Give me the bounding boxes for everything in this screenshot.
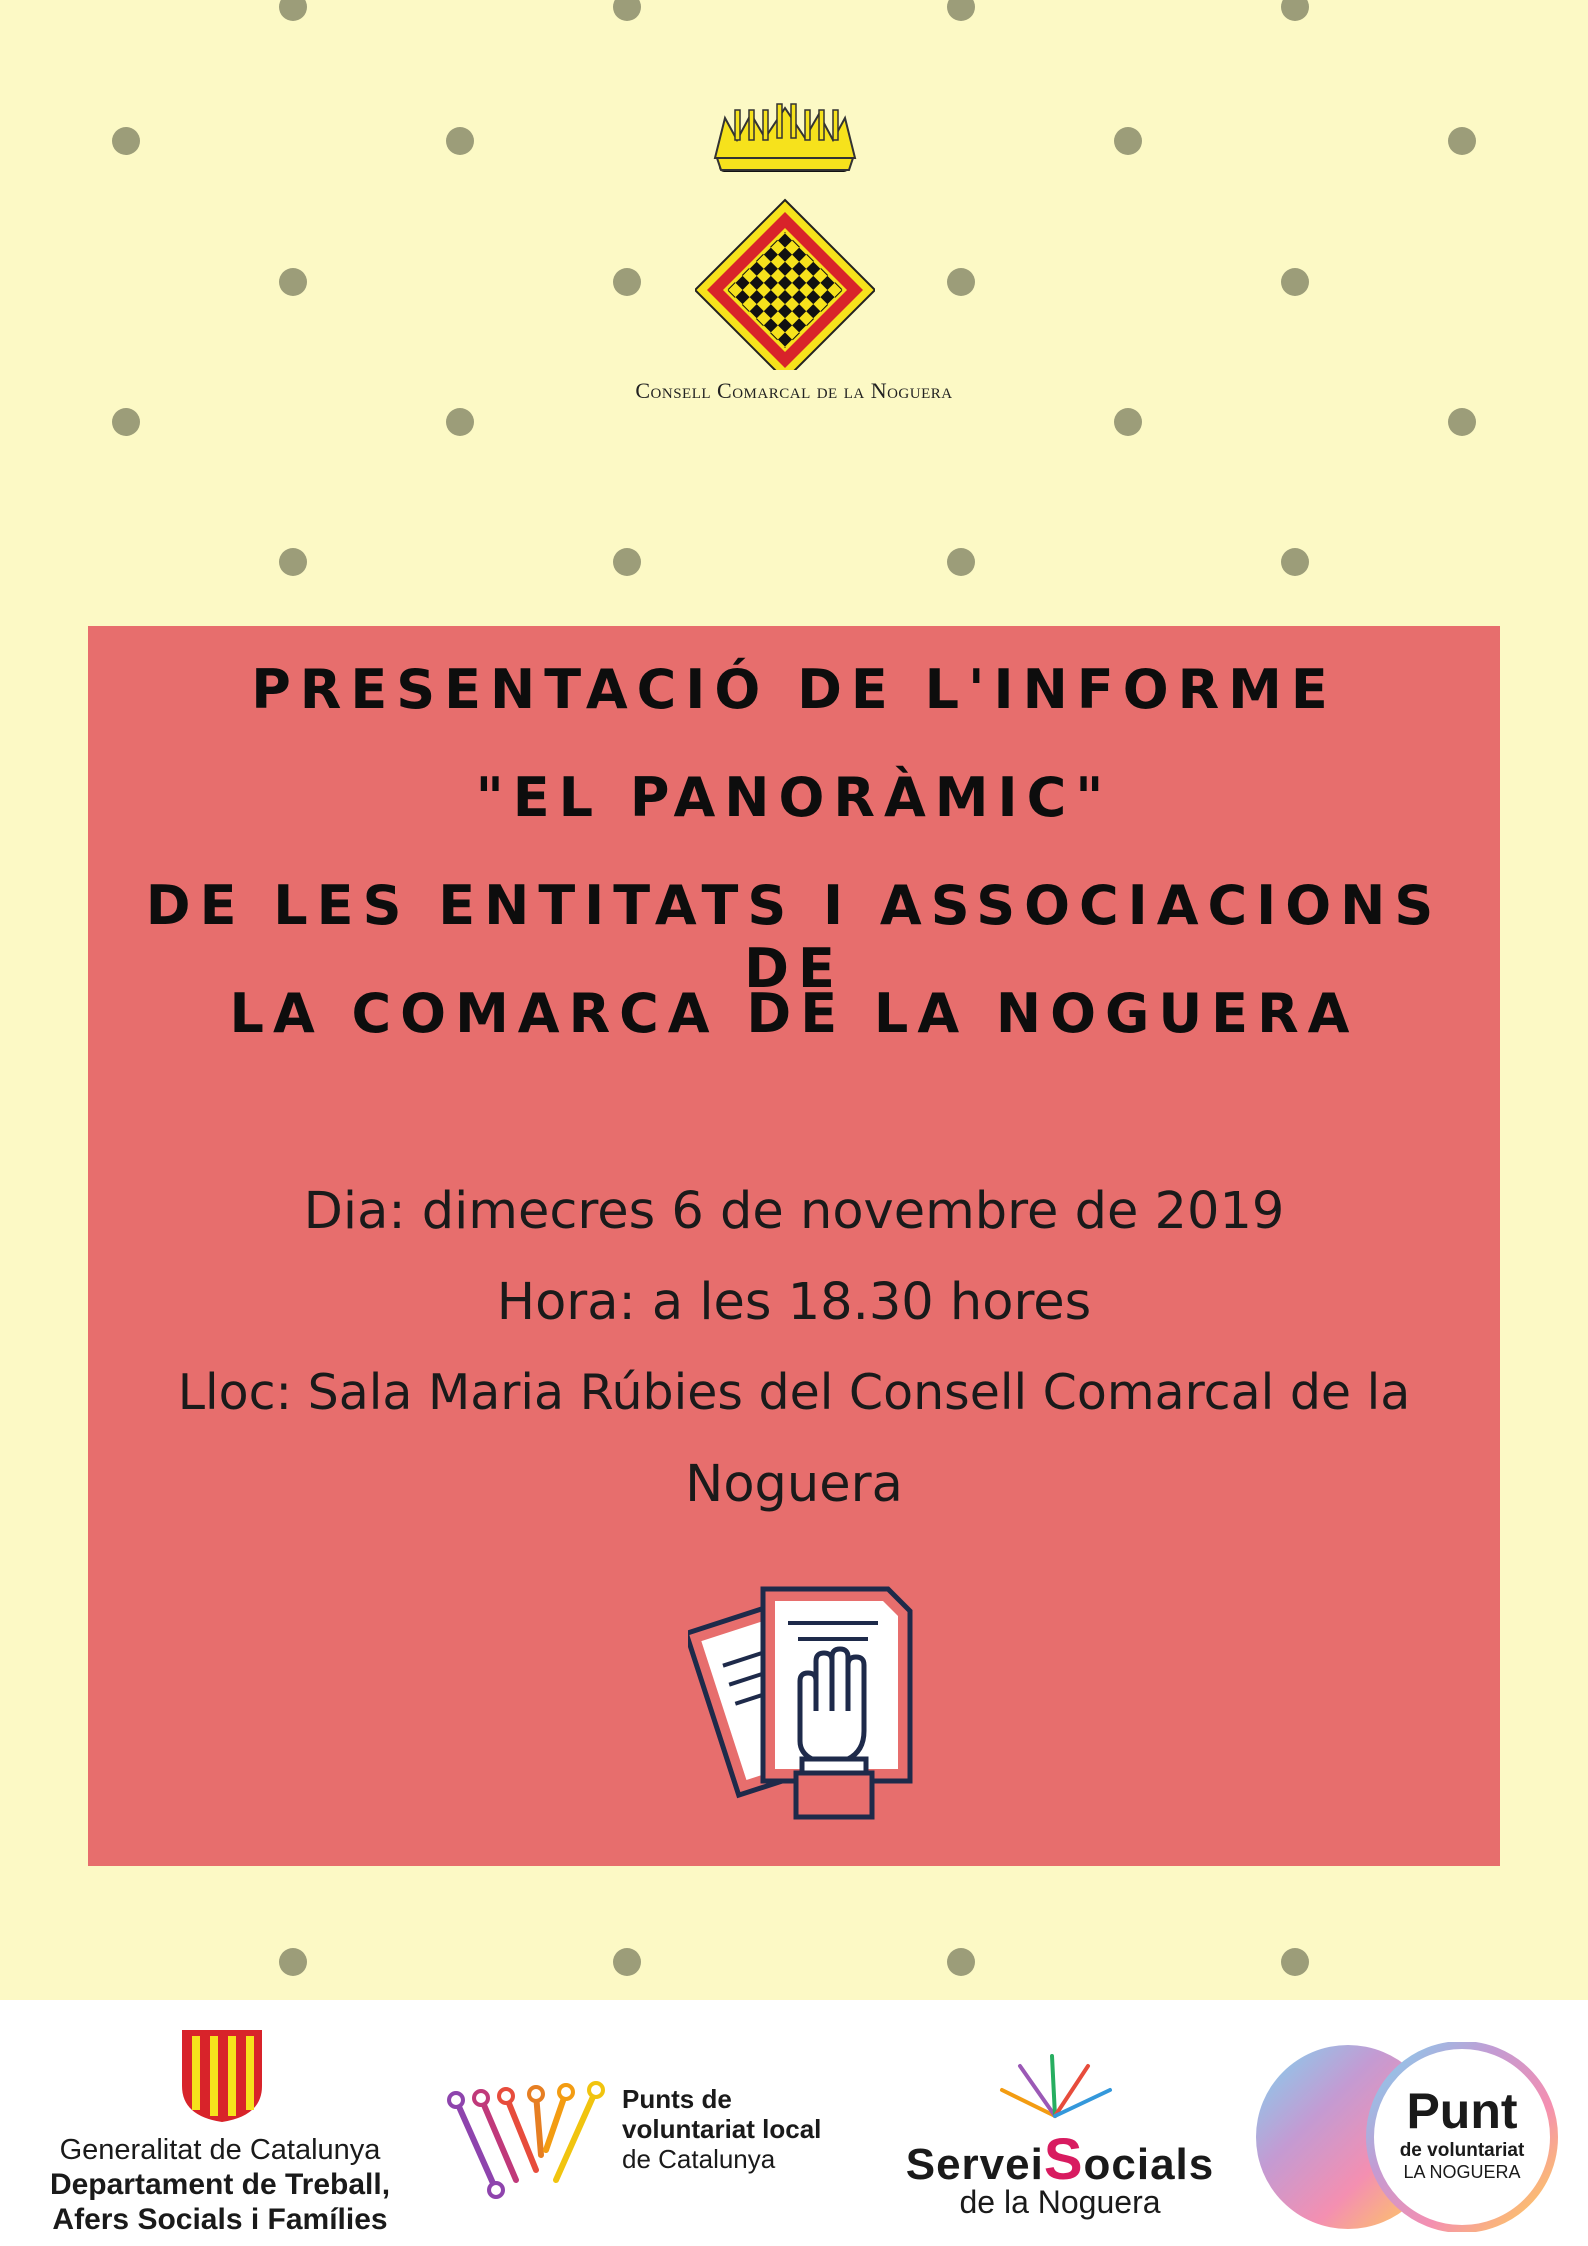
title-line-3: DE LES ENTITATS I ASSOCIACIONS DE — [145, 874, 1443, 1000]
punt-line-3: LA NOGUERA — [1403, 2162, 1521, 2182]
decorative-dot — [1281, 548, 1309, 576]
serveis-line-2: de la Noguera — [959, 2184, 1161, 2220]
decorative-dot — [947, 0, 975, 21]
decorative-dot — [613, 548, 641, 576]
decorative-dot — [947, 548, 975, 576]
decorative-dot — [1448, 127, 1476, 155]
decorative-dot — [1281, 1948, 1309, 1976]
punt-line-2: de voluntariat — [1399, 2140, 1525, 2161]
punts-line-2: voluntariat local — [622, 2114, 822, 2144]
serveis-part-3: ocials — [1083, 2140, 1215, 2189]
decorative-dot — [279, 1948, 307, 1976]
decorative-dot — [1281, 268, 1309, 296]
punts-voluntariat-logo-icon — [446, 2080, 606, 2210]
decorative-dot — [1281, 0, 1309, 21]
decorative-dot — [947, 268, 975, 296]
coat-of-arms-icon — [695, 100, 875, 370]
event-place-line-1: Lloc: Sala Maria Rúbies del Consell Comarcal de la — [177, 1364, 1411, 1421]
punt-line-1: Punt — [1406, 2083, 1518, 2139]
event-day: Dia: dimecres 6 de novembre de 2019 — [303, 1182, 1285, 1241]
generalitat-line-2: Departament de Treball, — [49, 2168, 391, 2201]
serveis-socials-title — [880, 2126, 1240, 2193]
decorative-dot — [279, 0, 307, 21]
decorative-dot — [613, 1948, 641, 1976]
event-place-line-2: Noguera — [685, 1455, 903, 1514]
sponsors-footer — [0, 2000, 1588, 2246]
council-name: Consell Comarcal de la Noguera — [635, 378, 953, 403]
decorative-dot — [613, 0, 641, 21]
decorative-dot — [613, 268, 641, 296]
decorative-dot — [446, 127, 474, 155]
title-line-2: "EL PANORÀMIC" — [475, 766, 1113, 829]
punts-line-3: de Catalunya — [622, 2144, 776, 2174]
decorative-dot — [279, 268, 307, 296]
generalitat-line-1: Generalitat de Catalunya — [59, 2134, 381, 2166]
decorative-dot — [947, 1948, 975, 1976]
decorative-dot — [1114, 408, 1142, 436]
serveis-socials-arrows-icon — [980, 2052, 1130, 2122]
event-panel — [88, 626, 1500, 1866]
serveis-part-1: Servei — [905, 2140, 1044, 2189]
generalitat-logo-icon — [178, 2026, 266, 2124]
decorative-dot — [446, 408, 474, 436]
decorative-dot — [279, 548, 307, 576]
decorative-dot — [112, 127, 140, 155]
document-oath-hand-icon — [688, 1581, 928, 1821]
decorative-dot — [1448, 408, 1476, 436]
title-line-1: PRESENTACIÓ DE L'INFORME — [251, 658, 1337, 721]
event-time: Hora: a les 18.30 hores — [496, 1273, 1092, 1332]
punts-line-1: Punts de — [622, 2084, 732, 2114]
serveis-part-2: S — [1043, 2127, 1084, 2192]
generalitat-line-3: Afers Socials i Famílies — [52, 2203, 388, 2236]
decorative-dot — [112, 408, 140, 436]
decorative-dot — [1114, 127, 1142, 155]
title-line-4: LA COMARCA DE LA NOGUERA — [229, 982, 1359, 1045]
